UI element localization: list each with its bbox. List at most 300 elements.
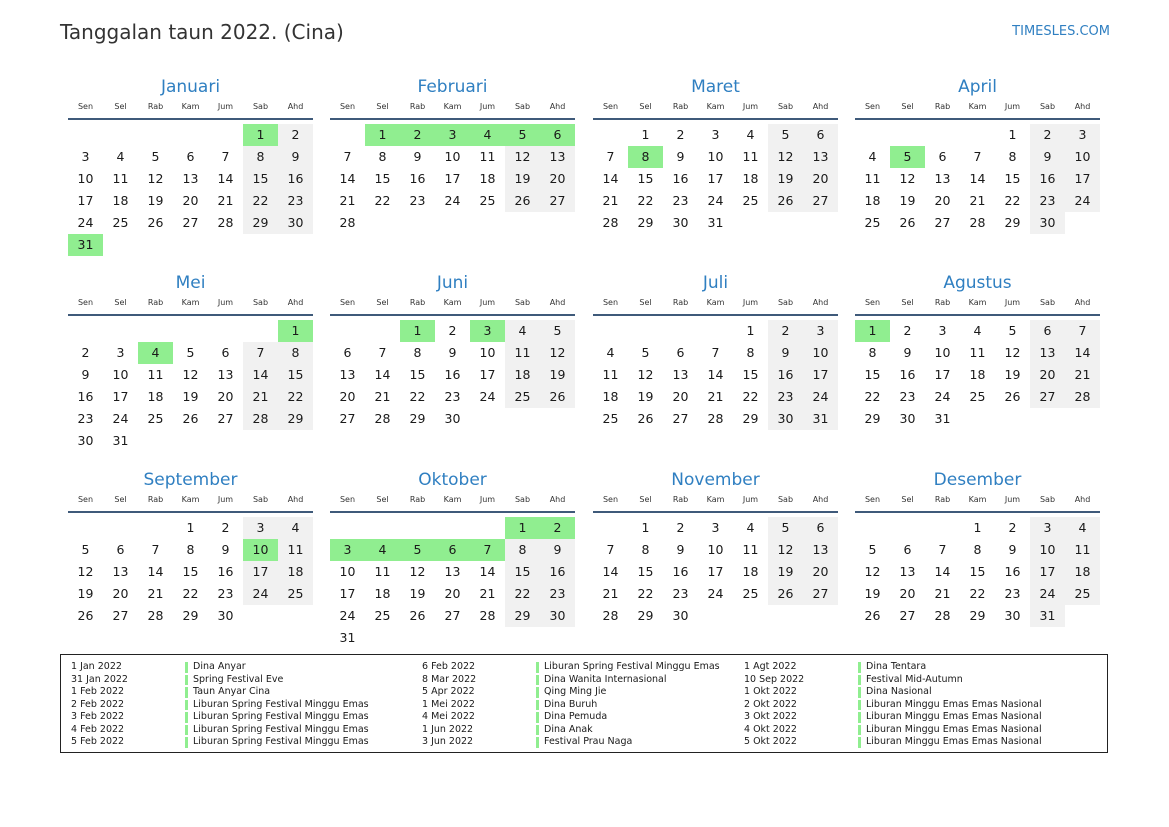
day-cell[interactable]: 14	[243, 364, 278, 386]
day-cell[interactable]: 20	[1030, 364, 1065, 386]
day-cell[interactable]: 17	[77, 193, 94, 208]
holiday-day-cell[interactable]: 1	[400, 320, 435, 342]
day-cell[interactable]: 21	[374, 389, 391, 404]
day-cell[interactable]: 19	[505, 168, 540, 190]
day-cell[interactable]: 16	[217, 564, 234, 579]
day-cell[interactable]: 1	[641, 520, 650, 535]
holiday-day-cell[interactable]: 1	[243, 124, 278, 146]
day-cell[interactable]: 6	[803, 517, 838, 539]
day-cell[interactable]: 16	[672, 171, 689, 186]
day-cell[interactable]: 22	[182, 586, 199, 601]
day-cell[interactable]: 14	[969, 171, 986, 186]
day-cell[interactable]: 4	[973, 323, 982, 338]
day-cell[interactable]: 7	[221, 149, 230, 164]
day-cell[interactable]: 30	[444, 411, 461, 426]
day-cell[interactable]: 17	[243, 561, 278, 583]
day-cell[interactable]: 15	[182, 564, 199, 579]
day-cell[interactable]: 29	[182, 608, 199, 623]
day-cell[interactable]: 10	[1030, 539, 1065, 561]
day-cell[interactable]: 10	[339, 564, 356, 579]
holiday-day-cell[interactable]: 6	[435, 539, 470, 561]
day-cell[interactable]: 8	[641, 542, 650, 557]
day-cell[interactable]: 25	[479, 193, 496, 208]
day-cell[interactable]: 16	[1004, 564, 1021, 579]
day-cell[interactable]: 13	[339, 367, 356, 382]
day-cell[interactable]: 18	[602, 389, 619, 404]
day-cell[interactable]: 30	[540, 605, 575, 627]
day-cell[interactable]: 27	[934, 215, 951, 230]
day-cell[interactable]: 5	[151, 149, 160, 164]
day-cell[interactable]: 7	[1065, 320, 1100, 342]
day-cell[interactable]: 27	[540, 190, 575, 212]
day-cell[interactable]: 17	[479, 367, 496, 382]
day-cell[interactable]: 18	[742, 564, 759, 579]
day-cell[interactable]: 6	[186, 149, 195, 164]
day-cell[interactable]: 19	[147, 193, 164, 208]
day-cell[interactable]: 23	[409, 193, 426, 208]
day-cell[interactable]: 31	[707, 215, 724, 230]
day-cell[interactable]: 24	[112, 411, 129, 426]
holiday-day-cell[interactable]: 3	[330, 539, 365, 561]
day-cell[interactable]: 11	[742, 542, 759, 557]
day-cell[interactable]: 29	[505, 605, 540, 627]
day-cell[interactable]: 7	[711, 345, 720, 360]
day-cell[interactable]: 29	[278, 408, 313, 430]
day-cell[interactable]: 23	[1030, 190, 1065, 212]
day-cell[interactable]: 9	[676, 542, 685, 557]
holiday-day-cell[interactable]: 1	[278, 320, 313, 342]
day-cell[interactable]: 19	[182, 389, 199, 404]
day-cell[interactable]: 20	[540, 168, 575, 190]
day-cell[interactable]: 23	[444, 389, 461, 404]
day-cell[interactable]: 25	[112, 215, 129, 230]
day-cell[interactable]: 4	[746, 520, 755, 535]
day-cell[interactable]: 22	[278, 386, 313, 408]
day-cell[interactable]: 19	[409, 586, 426, 601]
day-cell[interactable]: 29	[742, 411, 759, 426]
day-cell[interactable]: 24	[479, 389, 496, 404]
day-cell[interactable]: 18	[147, 389, 164, 404]
holiday-day-cell[interactable]: 8	[628, 146, 663, 168]
day-cell[interactable]: 21	[969, 193, 986, 208]
day-cell[interactable]: 12	[637, 367, 654, 382]
day-cell[interactable]: 12	[768, 539, 803, 561]
day-cell[interactable]: 16	[672, 564, 689, 579]
day-cell[interactable]: 21	[217, 193, 234, 208]
day-cell[interactable]: 21	[147, 586, 164, 601]
day-cell[interactable]: 28	[707, 411, 724, 426]
day-cell[interactable]: 14	[707, 367, 724, 382]
day-cell[interactable]: 11	[864, 171, 881, 186]
day-cell[interactable]: 28	[969, 215, 986, 230]
day-cell[interactable]: 9	[448, 345, 457, 360]
day-cell[interactable]: 21	[1065, 364, 1100, 386]
day-cell[interactable]: 21	[479, 586, 496, 601]
day-cell[interactable]: 6	[676, 345, 685, 360]
day-cell[interactable]: 24	[444, 193, 461, 208]
day-cell[interactable]: 6	[343, 345, 352, 360]
holiday-day-cell[interactable]: 10	[243, 539, 278, 561]
day-cell[interactable]: 13	[672, 367, 689, 382]
day-cell[interactable]: 20	[899, 586, 916, 601]
day-cell[interactable]: 27	[217, 411, 234, 426]
day-cell[interactable]: 23	[768, 386, 803, 408]
day-cell[interactable]: 7	[606, 542, 615, 557]
day-cell[interactable]: 14	[339, 171, 356, 186]
day-cell[interactable]: 30	[77, 433, 94, 448]
day-cell[interactable]: 22	[742, 389, 759, 404]
day-cell[interactable]: 28	[217, 215, 234, 230]
day-cell[interactable]: 28	[602, 215, 619, 230]
day-cell[interactable]: 17	[1065, 168, 1100, 190]
day-cell[interactable]: 14	[1065, 342, 1100, 364]
day-cell[interactable]: 21	[602, 586, 619, 601]
day-cell[interactable]: 2	[1030, 124, 1065, 146]
day-cell[interactable]: 8	[378, 149, 387, 164]
day-cell[interactable]: 25	[864, 215, 881, 230]
day-cell[interactable]: 30	[899, 411, 916, 426]
day-cell[interactable]: 21	[339, 193, 356, 208]
day-cell[interactable]: 13	[444, 564, 461, 579]
day-cell[interactable]: 18	[278, 561, 313, 583]
day-cell[interactable]: 27	[182, 215, 199, 230]
day-cell[interactable]: 10	[1065, 146, 1100, 168]
day-cell[interactable]: 26	[182, 411, 199, 426]
day-cell[interactable]: 15	[864, 367, 881, 382]
day-cell[interactable]: 9	[413, 149, 422, 164]
day-cell[interactable]: 24	[707, 193, 724, 208]
day-cell[interactable]: 5	[641, 345, 650, 360]
day-cell[interactable]: 25	[147, 411, 164, 426]
day-cell[interactable]: 23	[217, 586, 234, 601]
day-cell[interactable]: 7	[378, 345, 387, 360]
day-cell[interactable]: 6	[903, 542, 912, 557]
day-cell[interactable]: 11	[278, 539, 313, 561]
day-cell[interactable]: 6	[116, 542, 125, 557]
day-cell[interactable]: 4	[606, 345, 615, 360]
day-cell[interactable]: 4	[746, 127, 755, 142]
day-cell[interactable]: 10	[444, 149, 461, 164]
day-cell[interactable]: 8	[505, 539, 540, 561]
holiday-day-cell[interactable]: 5	[400, 539, 435, 561]
day-cell[interactable]: 9	[1030, 146, 1065, 168]
day-cell[interactable]: 4	[1065, 517, 1100, 539]
day-cell[interactable]: 3	[803, 320, 838, 342]
day-cell[interactable]: 23	[672, 193, 689, 208]
day-cell[interactable]: 18	[112, 193, 129, 208]
day-cell[interactable]: 22	[864, 389, 881, 404]
day-cell[interactable]: 26	[1004, 389, 1021, 404]
day-cell[interactable]: 27	[803, 190, 838, 212]
day-cell[interactable]: 23	[672, 586, 689, 601]
day-cell[interactable]: 5	[540, 320, 575, 342]
day-cell[interactable]: 15	[278, 364, 313, 386]
day-cell[interactable]: 26	[637, 411, 654, 426]
day-cell[interactable]: 13	[217, 367, 234, 382]
day-cell[interactable]: 12	[1004, 345, 1021, 360]
day-cell[interactable]: 20	[934, 193, 951, 208]
site-link[interactable]: TIMESLES.COM	[1012, 24, 1110, 39]
day-cell[interactable]: 7	[606, 149, 615, 164]
day-cell[interactable]: 11	[147, 367, 164, 382]
day-cell[interactable]: 20	[803, 168, 838, 190]
day-cell[interactable]: 26	[505, 190, 540, 212]
day-cell[interactable]: 7	[938, 542, 947, 557]
day-cell[interactable]: 22	[409, 389, 426, 404]
day-cell[interactable]: 31	[934, 411, 951, 426]
day-cell[interactable]: 6	[803, 124, 838, 146]
day-cell[interactable]: 10	[707, 149, 724, 164]
day-cell[interactable]: 28	[243, 408, 278, 430]
day-cell[interactable]: 28	[374, 411, 391, 426]
day-cell[interactable]: 22	[374, 193, 391, 208]
day-cell[interactable]: 13	[934, 171, 951, 186]
day-cell[interactable]: 10	[803, 342, 838, 364]
day-cell[interactable]: 12	[182, 367, 199, 382]
day-cell[interactable]: 27	[339, 411, 356, 426]
day-cell[interactable]: 28	[934, 608, 951, 623]
day-cell[interactable]: 30	[1030, 212, 1065, 234]
holiday-day-cell[interactable]: 1	[855, 320, 890, 342]
day-cell[interactable]: 10	[934, 345, 951, 360]
holiday-day-cell[interactable]: 3	[435, 124, 470, 146]
day-cell[interactable]: 12	[540, 342, 575, 364]
day-cell[interactable]: 8	[868, 345, 877, 360]
day-cell[interactable]: 17	[707, 171, 724, 186]
day-cell[interactable]: 20	[803, 561, 838, 583]
day-cell[interactable]: 16	[278, 168, 313, 190]
day-cell[interactable]: 17	[803, 364, 838, 386]
day-cell[interactable]: 2	[676, 127, 685, 142]
day-cell[interactable]: 8	[278, 342, 313, 364]
day-cell[interactable]: 3	[711, 127, 720, 142]
day-cell[interactable]: 4	[868, 149, 877, 164]
day-cell[interactable]: 27	[672, 411, 689, 426]
day-cell[interactable]: 16	[899, 367, 916, 382]
day-cell[interactable]: 9	[903, 345, 912, 360]
day-cell[interactable]: 21	[602, 193, 619, 208]
day-cell[interactable]: 23	[1004, 586, 1021, 601]
day-cell[interactable]: 27	[899, 608, 916, 623]
holiday-day-cell[interactable]: 5	[890, 146, 925, 168]
day-cell[interactable]: 6	[938, 149, 947, 164]
day-cell[interactable]: 29	[969, 608, 986, 623]
day-cell[interactable]: 12	[147, 171, 164, 186]
day-cell[interactable]: 16	[540, 561, 575, 583]
day-cell[interactable]: 5	[81, 542, 90, 557]
day-cell[interactable]: 28	[602, 608, 619, 623]
day-cell[interactable]: 19	[864, 586, 881, 601]
day-cell[interactable]: 14	[602, 171, 619, 186]
day-cell[interactable]: 15	[409, 367, 426, 382]
day-cell[interactable]: 5	[186, 345, 195, 360]
day-cell[interactable]: 25	[374, 608, 391, 623]
day-cell[interactable]: 30	[278, 212, 313, 234]
holiday-day-cell[interactable]: 2	[540, 517, 575, 539]
day-cell[interactable]: 12	[864, 564, 881, 579]
day-cell[interactable]: 25	[742, 586, 759, 601]
day-cell[interactable]: 13	[899, 564, 916, 579]
day-cell[interactable]: 19	[899, 193, 916, 208]
day-cell[interactable]: 8	[746, 345, 755, 360]
day-cell[interactable]: 17	[707, 564, 724, 579]
day-cell[interactable]: 27	[803, 583, 838, 605]
day-cell[interactable]: 6	[221, 345, 230, 360]
day-cell[interactable]: 12	[409, 564, 426, 579]
day-cell[interactable]: 30	[672, 608, 689, 623]
holiday-day-cell[interactable]: 4	[470, 124, 505, 146]
day-cell[interactable]: 24	[243, 583, 278, 605]
day-cell[interactable]: 8	[186, 542, 195, 557]
day-cell[interactable]: 28	[479, 608, 496, 623]
day-cell[interactable]: 4	[116, 149, 125, 164]
day-cell[interactable]: 18	[505, 364, 540, 386]
holiday-day-cell[interactable]: 4	[365, 539, 400, 561]
day-cell[interactable]: 31	[803, 408, 838, 430]
day-cell[interactable]: 5	[868, 542, 877, 557]
day-cell[interactable]: 16	[1030, 168, 1065, 190]
day-cell[interactable]: 2	[221, 520, 230, 535]
holiday-day-cell[interactable]: 4	[138, 342, 173, 364]
day-cell[interactable]: 5	[768, 124, 803, 146]
day-cell[interactable]: 26	[768, 190, 803, 212]
day-cell[interactable]: 25	[505, 386, 540, 408]
day-cell[interactable]: 19	[1004, 367, 1021, 382]
day-cell[interactable]: 7	[343, 149, 352, 164]
day-cell[interactable]: 11	[1065, 539, 1100, 561]
day-cell[interactable]: 14	[602, 564, 619, 579]
day-cell[interactable]: 26	[768, 583, 803, 605]
day-cell[interactable]: 12	[899, 171, 916, 186]
day-cell[interactable]: 16	[77, 389, 94, 404]
day-cell[interactable]: 10	[77, 171, 94, 186]
day-cell[interactable]: 18	[864, 193, 881, 208]
day-cell[interactable]: 15	[637, 171, 654, 186]
day-cell[interactable]: 29	[637, 608, 654, 623]
day-cell[interactable]: 4	[278, 517, 313, 539]
day-cell[interactable]: 1	[641, 127, 650, 142]
day-cell[interactable]: 13	[1030, 342, 1065, 364]
day-cell[interactable]: 24	[339, 608, 356, 623]
day-cell[interactable]: 21	[243, 386, 278, 408]
day-cell[interactable]: 14	[479, 564, 496, 579]
day-cell[interactable]: 29	[1004, 215, 1021, 230]
day-cell[interactable]: 25	[1065, 583, 1100, 605]
day-cell[interactable]: 16	[409, 171, 426, 186]
day-cell[interactable]: 18	[742, 171, 759, 186]
day-cell[interactable]: 21	[707, 389, 724, 404]
holiday-day-cell[interactable]: 1	[505, 517, 540, 539]
day-cell[interactable]: 17	[112, 389, 129, 404]
day-cell[interactable]: 11	[505, 342, 540, 364]
day-cell[interactable]: 7	[243, 342, 278, 364]
day-cell[interactable]: 31	[339, 630, 356, 645]
holiday-day-cell[interactable]: 7	[470, 539, 505, 561]
day-cell[interactable]: 28	[147, 608, 164, 623]
day-cell[interactable]: 6	[1030, 320, 1065, 342]
day-cell[interactable]: 15	[505, 561, 540, 583]
day-cell[interactable]: 24	[934, 389, 951, 404]
day-cell[interactable]: 2	[676, 520, 685, 535]
day-cell[interactable]: 19	[637, 389, 654, 404]
day-cell[interactable]: 25	[278, 583, 313, 605]
day-cell[interactable]: 15	[1004, 171, 1021, 186]
day-cell[interactable]: 22	[1004, 193, 1021, 208]
day-cell[interactable]: 11	[112, 171, 129, 186]
day-cell[interactable]: 8	[973, 542, 982, 557]
day-cell[interactable]: 24	[1030, 583, 1065, 605]
day-cell[interactable]: 30	[217, 608, 234, 623]
day-cell[interactable]: 3	[81, 149, 90, 164]
day-cell[interactable]: 7	[973, 149, 982, 164]
day-cell[interactable]: 23	[77, 411, 94, 426]
day-cell[interactable]: 2	[448, 323, 457, 338]
day-cell[interactable]: 13	[803, 539, 838, 561]
day-cell[interactable]: 1	[973, 520, 982, 535]
day-cell[interactable]: 9	[768, 342, 803, 364]
day-cell[interactable]: 11	[742, 149, 759, 164]
day-cell[interactable]: 27	[1030, 386, 1065, 408]
day-cell[interactable]: 17	[444, 171, 461, 186]
day-cell[interactable]: 20	[217, 389, 234, 404]
day-cell[interactable]: 5	[1008, 323, 1017, 338]
day-cell[interactable]: 11	[969, 345, 986, 360]
day-cell[interactable]: 7	[151, 542, 160, 557]
day-cell[interactable]: 3	[1065, 124, 1100, 146]
day-cell[interactable]: 15	[969, 564, 986, 579]
day-cell[interactable]: 9	[676, 149, 685, 164]
day-cell[interactable]: 26	[409, 608, 426, 623]
day-cell[interactable]: 30	[672, 215, 689, 230]
day-cell[interactable]: 30	[768, 408, 803, 430]
day-cell[interactable]: 26	[147, 215, 164, 230]
day-cell[interactable]: 22	[637, 586, 654, 601]
holiday-day-cell[interactable]: 5	[505, 124, 540, 146]
day-cell[interactable]: 14	[374, 367, 391, 382]
day-cell[interactable]: 27	[112, 608, 129, 623]
day-cell[interactable]: 17	[1030, 561, 1065, 583]
day-cell[interactable]: 23	[899, 389, 916, 404]
day-cell[interactable]: 2	[81, 345, 90, 360]
day-cell[interactable]: 25	[602, 411, 619, 426]
day-cell[interactable]: 2	[278, 124, 313, 146]
day-cell[interactable]: 5	[768, 517, 803, 539]
day-cell[interactable]: 24	[707, 586, 724, 601]
day-cell[interactable]: 15	[742, 367, 759, 382]
day-cell[interactable]: 30	[1004, 608, 1021, 623]
day-cell[interactable]: 20	[112, 586, 129, 601]
day-cell[interactable]: 9	[278, 146, 313, 168]
holiday-day-cell[interactable]: 1	[365, 124, 400, 146]
day-cell[interactable]: 4	[505, 320, 540, 342]
day-cell[interactable]: 18	[479, 171, 496, 186]
day-cell[interactable]: 12	[505, 146, 540, 168]
day-cell[interactable]: 9	[1008, 542, 1017, 557]
day-cell[interactable]: 22	[505, 583, 540, 605]
day-cell[interactable]: 18	[969, 367, 986, 382]
day-cell[interactable]: 20	[444, 586, 461, 601]
day-cell[interactable]: 29	[864, 411, 881, 426]
day-cell[interactable]: 14	[934, 564, 951, 579]
day-cell[interactable]: 9	[221, 542, 230, 557]
day-cell[interactable]: 13	[540, 146, 575, 168]
day-cell[interactable]: 26	[77, 608, 94, 623]
day-cell[interactable]: 10	[707, 542, 724, 557]
day-cell[interactable]: 9	[540, 539, 575, 561]
day-cell[interactable]: 21	[934, 586, 951, 601]
day-cell[interactable]: 22	[243, 190, 278, 212]
day-cell[interactable]: 22	[637, 193, 654, 208]
